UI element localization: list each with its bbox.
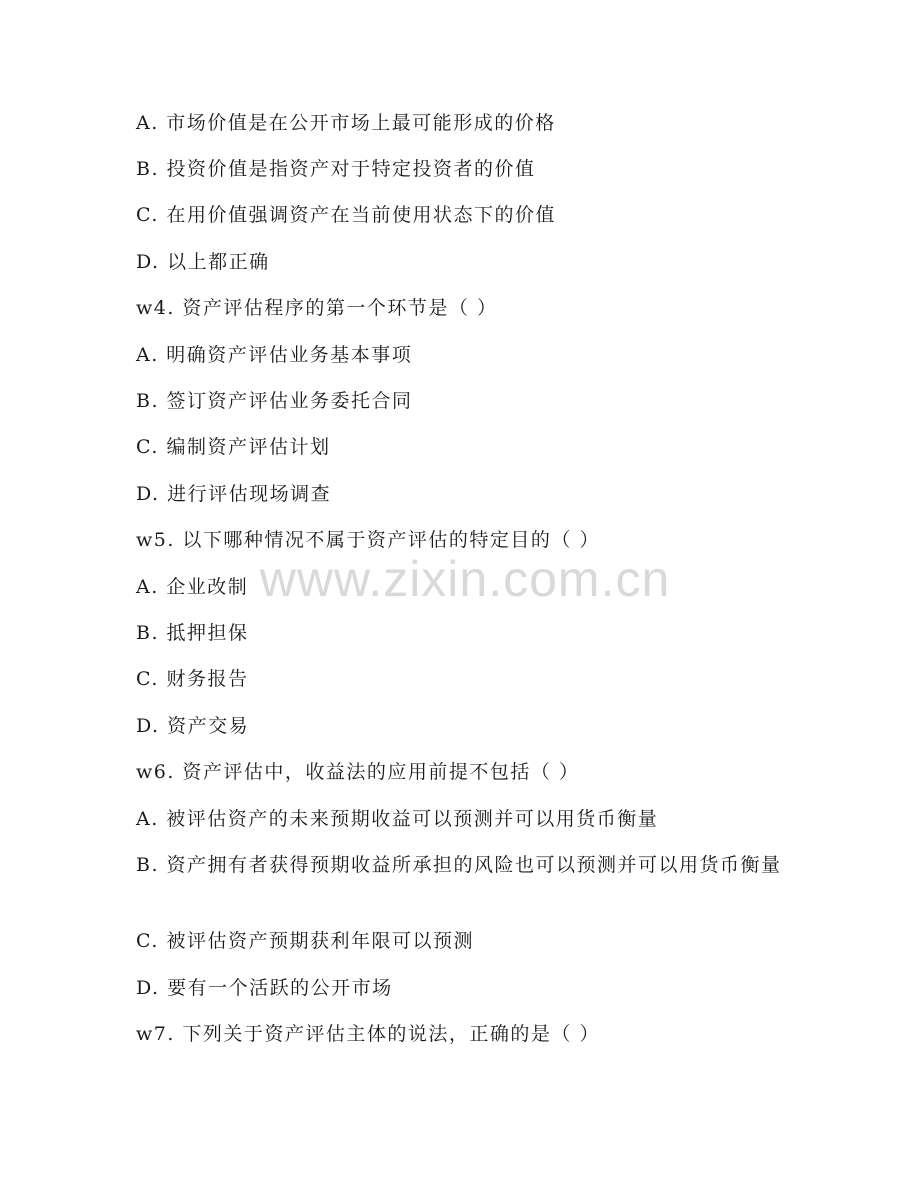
question-w6-option-d: D. 要有一个活跃的公开市场	[136, 977, 393, 999]
watermark-text: www.zixin.com.cn	[259, 551, 671, 607]
question-w4: w4. 资产评估程序的第一个环节是（ ）	[136, 297, 498, 319]
question-w5-option-b: B. 抵押担保	[136, 622, 249, 644]
question-w5: w5. 以下哪种情况不属于资产评估的特定目的（ ）	[136, 529, 600, 551]
option-a-market-value: A. 市场价值是在公开市场上最可能形成的价格	[136, 112, 556, 134]
question-w4-option-b: B. 签订资产评估业务委托合同	[136, 390, 413, 412]
question-w5-option-c: C. 财务报告	[136, 668, 249, 690]
option-b-investment-value: B. 投资价值是指资产对于特定投资者的价值	[136, 158, 536, 180]
question-w7: w7. 下列关于资产评估主体的说法，正确的是（ ）	[136, 1023, 600, 1045]
option-d-all-correct: D. 以上都正确	[136, 251, 270, 273]
question-w6-option-c: C. 被评估资产预期获利年限可以预测	[136, 930, 474, 952]
question-w4-option-c: C. 编制资产评估计划	[136, 436, 331, 458]
question-w6-option-b: B. 资产拥有者获得预期收益所承担的风险也可以预测并可以用货币衡量	[136, 854, 782, 876]
question-w4-option-a: A. 明确资产评估业务基本事项	[136, 344, 413, 366]
question-w5-option-d: D. 资产交易	[136, 715, 250, 737]
question-w4-option-d: D. 进行评估现场调查	[136, 483, 332, 505]
question-w5-option-a: A. 企业改制	[136, 576, 249, 598]
question-w6: w6. 资产评估中，收益法的应用前提不包括（ ）	[136, 761, 580, 783]
option-c-value-in-use: C. 在用价值强调资产在当前使用状态下的价值	[136, 204, 556, 226]
question-w6-option-a: A. 被评估资产的未来预期收益可以预测并可以用货币衡量	[136, 808, 659, 830]
